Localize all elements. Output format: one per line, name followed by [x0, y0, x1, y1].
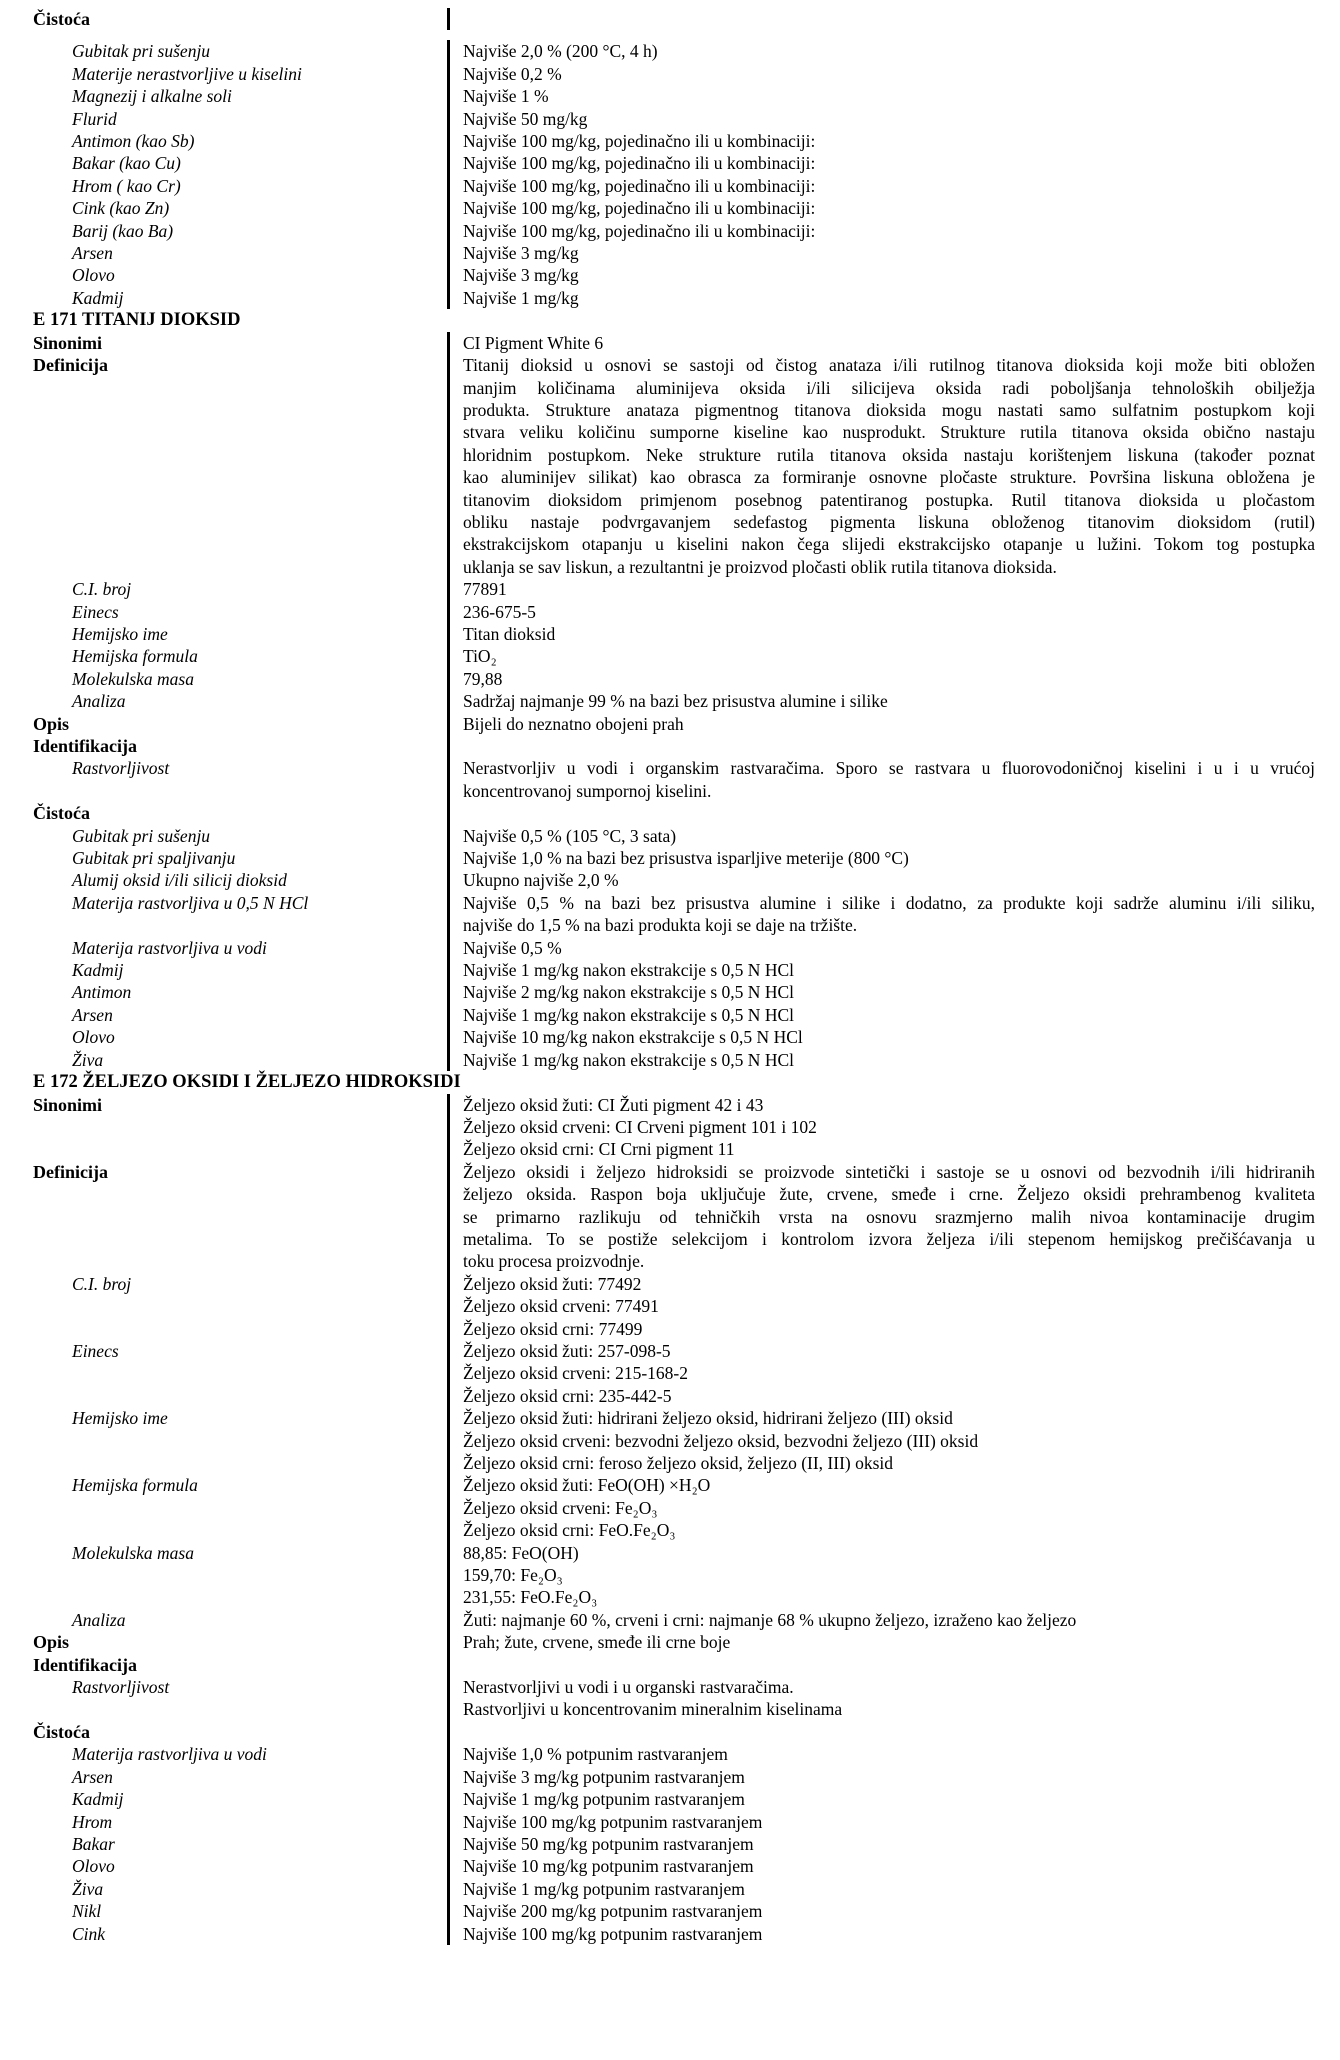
row-value: [447, 668, 1340, 690]
value-line: 159,70: Fe₂O₃: [463, 1565, 563, 1586]
row-label: Olovo: [72, 1027, 115, 1048]
row-label: Definicija: [33, 1161, 108, 1182]
value-line: Nerastvorljiv u vodi i organskim rastvaračima. Sporo se rastvara u fluorovodoničnoj kiselini i u i u vrućoj: [463, 758, 1315, 779]
value-line: TiO₂: [463, 646, 497, 667]
spec-row: [0, 937, 1340, 959]
row-value: [447, 645, 1340, 667]
spec-row: [0, 623, 1340, 645]
value-line: manjim količinama aluminijeva oksida i/ili silicijeva oksida radi poboljšanja tehnoloških obilježja: [463, 377, 1315, 398]
value-line: Najviše 1 mg/kg nakon ekstrakcije s 0,5 N HCl: [463, 1049, 794, 1070]
row-label: Kadmij: [72, 1789, 124, 1810]
row-value: [447, 1721, 1340, 1743]
value-line: Najviše 100 mg/kg potpunim rastvaranjem: [463, 1923, 763, 1944]
row-value: [447, 1900, 1340, 1922]
spec-row: [0, 1923, 1340, 1945]
value-line: Najviše 50 mg/kg potpunim rastvaranjem: [463, 1833, 754, 1854]
value-line: Najviše 3 mg/kg potpunim rastvaranjem: [463, 1766, 745, 1787]
spec-row: [0, 1026, 1340, 1048]
spec-row: [0, 1788, 1340, 1810]
spec-row: [0, 1631, 1340, 1653]
row-label: Opis: [33, 713, 70, 734]
row-label: Sinonimi: [33, 1094, 103, 1115]
row-label: Hrom ( kao Cr): [72, 175, 181, 196]
row-label: Živa: [72, 1049, 104, 1070]
row-label: Gubitak pri sušenju: [72, 41, 211, 62]
spec-row: [0, 578, 1340, 600]
value-line: Žuti: najmanje 60 %, crveni i crni: najmanje 68 % ukupno željezo, izraženo kao željezo: [463, 1609, 1077, 1630]
value-line: Najviše 2,0 % (200 °C, 4 h): [463, 41, 658, 62]
row-label: Antimon (kao Sb): [72, 131, 195, 152]
spec-block: [0, 8, 1340, 309]
value-line: ekstrakcijskom otapanju u kiselini nakon čega slijedi ekstrakcijsko otapanje u lužini. Tokom tog postupka: [463, 534, 1315, 555]
value-line: Najviše 1 mg/kg potpunim rastvaranjem: [463, 1878, 745, 1899]
value-line: Najviše 3 mg/kg: [463, 265, 579, 286]
row-value: [447, 108, 1340, 130]
row-label: Materija rastvorljiva u vodi: [72, 1744, 267, 1765]
row-label: Hemijska formula: [72, 1475, 198, 1496]
value-line: Titan dioksid: [463, 623, 556, 644]
value-line: Najviše 100 mg/kg, pojedinačno ili u kombinaciji:: [463, 131, 816, 152]
row-label: Živa: [72, 1878, 104, 1899]
value-line: Najviše 10 mg/kg nakon ekstrakcije s 0,5 N HCl: [463, 1027, 803, 1048]
spec-row: [0, 287, 1340, 309]
value-line: Najviše 1 mg/kg nakon ekstrakcije s 0,5 N HCl: [463, 1004, 794, 1025]
row-label: Kadmij: [72, 287, 124, 308]
row-value: [447, 1676, 1340, 1721]
value-line: najviše do 1,5 % na bazi produkta koji se daje na tržište.: [463, 915, 858, 936]
row-value: [447, 601, 1340, 623]
row-label: Hemijsko ime: [72, 623, 168, 644]
value-line: koncentrovanoj sumpornoj kiselini.: [463, 780, 712, 801]
row-value: [447, 1407, 1340, 1474]
row-label: Barij (kao Ba): [72, 220, 174, 241]
value-line: Najviše 1 mg/kg: [463, 287, 579, 308]
spec-row: [0, 354, 1340, 578]
row-label: Materija rastvorljiva u vodi: [72, 937, 267, 958]
value-line: 231,55: FeO.Fe₂O₃: [463, 1587, 598, 1608]
row-value: [447, 1654, 1340, 1676]
value-line: Najviše 100 mg/kg, pojedinačno ili u kombinaciji:: [463, 175, 816, 196]
value-line: Željezo oksid crveni: Fe₂O₃: [463, 1497, 658, 1518]
spec-block: [0, 332, 1340, 1071]
value-line: Željezo oksid crveni: bezvodni željezo oksid, bezvodni željezo (III) oksid: [463, 1430, 979, 1451]
spec-block: [0, 1094, 1340, 1945]
row-value: [447, 197, 1340, 219]
spec-row: [0, 959, 1340, 981]
row-value: [447, 578, 1340, 600]
value-line: Najviše 1,0 % potpunim rastvaranjem: [463, 1744, 728, 1765]
row-value: [447, 85, 1340, 107]
row-label: Identifikacija: [33, 1654, 138, 1675]
value-line: Željezo oksid crni: feroso željezo oksid, željezo (II, III) oksid: [463, 1453, 894, 1473]
value-line: 79,88: [463, 668, 503, 689]
row-value: [447, 959, 1340, 981]
value-line: Najviše 1 mg/kg nakon ekstrakcije s 0,5 N HCl: [463, 960, 794, 981]
row-label: Molekulska masa: [72, 668, 194, 689]
spec-row: [0, 1900, 1340, 1922]
spec-row: [0, 85, 1340, 107]
value-line: Najviše 100 mg/kg, pojedinačno ili u kombinaciji:: [463, 153, 816, 174]
row-label: Gubitak pri sušenju: [72, 825, 211, 846]
row-value: [447, 175, 1340, 197]
row-label: C.I. broj: [72, 1273, 132, 1294]
row-value: [447, 1026, 1340, 1048]
row-label: Magnezij i alkalne soli: [72, 86, 232, 107]
row-value: [447, 1855, 1340, 1877]
spec-row: [0, 1721, 1340, 1743]
row-value: [447, 1631, 1340, 1653]
value-line: Prah; žute, crvene, smeđe ili crne boje: [463, 1632, 731, 1653]
row-value: [447, 220, 1340, 242]
value-line: Najviše 3 mg/kg: [463, 243, 579, 264]
spec-row: [0, 690, 1340, 712]
row-value: [447, 1878, 1340, 1900]
value-line: Najviše 50 mg/kg: [463, 108, 588, 129]
value-line: Željezo oksid crni: FeO.Fe₂O₃: [463, 1520, 676, 1541]
row-value: [447, 735, 1340, 757]
row-label: Hemijsko ime: [72, 1408, 168, 1429]
row-label: Analiza: [72, 1609, 126, 1630]
value-line: stvara veliku količinu sumporne kiseline kao nusprodukt. Strukture rutila titanova oksida obično nastaju: [463, 422, 1315, 443]
row-value: [447, 1161, 1340, 1273]
row-label: Materije nerastvorljive u kiselini: [72, 63, 302, 84]
value-line: metalima. To se postiže selekcijom i kontrolom izvora željeza i/ili stepenom hemijskog prečišćavanja u: [463, 1228, 1315, 1249]
row-value: [447, 287, 1340, 309]
row-label: Gubitak pri spaljivanju: [72, 848, 236, 869]
row-label: Cink (kao Zn): [72, 198, 170, 219]
value-line: 236-675-5: [463, 601, 536, 622]
value-line: Ukupno najviše 2,0 %: [463, 870, 619, 891]
row-label: Olovo: [72, 265, 115, 286]
row-label: Čistoća: [33, 1721, 90, 1742]
row-value: [447, 1094, 1340, 1161]
row-value: [447, 713, 1340, 735]
spec-row: [0, 601, 1340, 623]
spec-row: [0, 757, 1340, 802]
row-value: [447, 264, 1340, 286]
spec-row: [0, 1542, 1340, 1609]
spec-row: [0, 1161, 1340, 1273]
value-line: Najviše 1 %: [463, 86, 549, 107]
row-value: [447, 690, 1340, 712]
spec-row: [0, 802, 1340, 824]
row-value: [447, 825, 1340, 847]
value-line: 77891: [463, 579, 507, 600]
value-line: Bijeli do neznatno obojeni prah: [463, 713, 684, 734]
value-line: kao aluminijev silikat) kao obrasca za formiranje osnovne pločaste strukture. Površina liskuna obložena je: [463, 467, 1315, 488]
value-line: hloridnim postupkom. Neke strukture rutila titanova oksida nastaju korištenjem liskuna (također poznat: [463, 444, 1315, 465]
spec-row: [0, 981, 1340, 1003]
value-line: Željezo oksid crni: CI Crni pigment 11: [463, 1139, 735, 1160]
row-value: [447, 63, 1340, 85]
value-line: Najviše 1 mg/kg potpunim rastvaranjem: [463, 1789, 745, 1810]
row-label: Materija rastvorljiva u 0,5 N HCl: [72, 892, 309, 913]
spec-row: [0, 735, 1340, 757]
row-value: [447, 40, 1340, 62]
spec-row: [0, 264, 1340, 286]
value-line: Željezo oksid žuti: 257-098-5: [463, 1340, 671, 1361]
value-line: Željezo oksid crveni: CI Crveni pigment 101 i 102: [463, 1116, 817, 1137]
row-value: [447, 8, 1340, 30]
value-line: Najviše 0,5 %: [463, 937, 562, 958]
row-label: Antimon: [72, 982, 132, 1003]
row-label: Bakar: [72, 1833, 115, 1854]
row-label: Čistoća: [33, 803, 90, 824]
row-value: [447, 1542, 1340, 1609]
value-line: Najviše 100 mg/kg, pojedinačno ili u kombinaciji:: [463, 198, 816, 219]
value-line: uklanja se sav liskun, a rezultantni je proizvod pločasti oblik rutila titanova dioksida.: [463, 556, 1057, 577]
spec-row: [0, 668, 1340, 690]
row-value: [447, 892, 1340, 937]
row-value: [447, 1004, 1340, 1026]
value-line: Željezo oksid crni: 235-442-5: [463, 1385, 672, 1406]
value-line: Najviše 2 mg/kg nakon ekstrakcije s 0,5 N HCl: [463, 982, 794, 1003]
spec-row: [0, 220, 1340, 242]
spec-row: [0, 1654, 1340, 1676]
row-label: Čistoća: [33, 9, 90, 29]
row-label: Hrom: [72, 1811, 113, 1832]
row-label: Alumij oksid i/ili silicij dioksid: [72, 870, 287, 891]
row-label: Bakar (kao Cu): [72, 153, 181, 174]
row-label: Hemijska formula: [72, 646, 198, 667]
value-line: Željezo oksid crveni: 215-168-2: [463, 1363, 689, 1384]
value-line: Željezo oksidi i željezo hidroksidi se proizvode sintetički i sastoje se u osnovi od bezvodnih i/ili hidriranih: [463, 1161, 1315, 1182]
spec-row: [0, 197, 1340, 219]
spec-row: [0, 1743, 1340, 1765]
value-line: Najviše 0,5 % (105 °C, 3 sata): [463, 825, 677, 846]
value-line: Željezo oksid žuti: FeO(OH) ×H₂O: [463, 1475, 711, 1496]
spec-row: [0, 645, 1340, 667]
section-heading: E 172 ŽELJEZO OKSIDI I ŽELJEZO HIDROKSIDI: [33, 1072, 461, 1093]
spec-row: [0, 869, 1340, 891]
value-line: Rastvorljivi u koncentrovanim mineralnim kiselinama: [463, 1699, 843, 1720]
value-line: titanovim dioksidom primjenom posebnog patentiranog postupka. Rutil titanova dioksida u pločastom: [463, 489, 1315, 510]
spec-row: [0, 1094, 1340, 1161]
spec-row: [0, 1474, 1340, 1541]
value-line: Željezo oksid crveni: 77491: [463, 1296, 659, 1317]
value-line: Najviše 100 mg/kg, pojedinačno ili u kombinaciji:: [463, 220, 816, 241]
row-label: Rastvorljivost: [72, 758, 170, 779]
row-label: Cink: [72, 1923, 106, 1944]
spec-row: [0, 8, 1340, 30]
row-value: [447, 1340, 1340, 1407]
spec-row: [0, 1766, 1340, 1788]
row-value: [447, 1474, 1340, 1541]
row-value: [447, 1788, 1340, 1810]
row-value: [447, 1273, 1340, 1340]
spec-row: [0, 1811, 1340, 1833]
value-line: Željezo oksid žuti: 77492: [463, 1273, 642, 1294]
row-label: Identifikacija: [33, 736, 138, 756]
row-label: Einecs: [72, 601, 119, 622]
spec-row: [0, 1273, 1340, 1340]
spec-row: [0, 152, 1340, 174]
row-value: [447, 869, 1340, 891]
row-label: Nikl: [72, 1901, 102, 1922]
value-line: željezo oksida. Raspon boja uključuje žute, crvene, smeđe i crne. Željezo oksidi prehrambenog kvaliteta: [463, 1184, 1315, 1205]
row-label: Einecs: [72, 1340, 119, 1361]
row-label: Flurid: [72, 108, 117, 129]
spec-row: [0, 825, 1340, 847]
row-label: Analiza: [72, 691, 126, 712]
spec-row: [0, 242, 1340, 264]
row-value: [447, 354, 1340, 578]
row-value: [447, 332, 1340, 354]
value-line: Najviše 0,5 % na bazi bez prisustva alumine i silike i dodatno, za produkte koji sadrže aluminu i/ili siliku,: [463, 892, 1315, 913]
value-line: 88,85: FeO(OH): [463, 1542, 579, 1563]
row-value: [447, 757, 1340, 802]
row-value: [447, 623, 1340, 645]
value-line: produkta. Strukture anataza pigmentnog titanova dioksida mogu nastati samo sulfatnim postupkom koji: [463, 399, 1315, 420]
spec-row: [0, 130, 1340, 152]
spec-row: [0, 1609, 1340, 1631]
row-label: Opis: [33, 1632, 70, 1653]
row-value: [447, 1766, 1340, 1788]
row-label: Olovo: [72, 1856, 115, 1877]
value-line: Nerastvorljivi u vodi i u organski rastvaračima.: [463, 1677, 794, 1698]
row-label: Sinonimi: [33, 332, 103, 353]
row-label: Arsen: [72, 243, 113, 264]
row-value: [447, 1049, 1340, 1071]
spec-row: [0, 1340, 1340, 1407]
row-value: [447, 1743, 1340, 1765]
spec-row: [0, 1049, 1340, 1071]
value-line: Najviše 0,2 %: [463, 63, 562, 84]
spec-row: [0, 1833, 1340, 1855]
row-value: [447, 1833, 1340, 1855]
row-value: [447, 802, 1340, 824]
spec-row: [0, 1676, 1340, 1721]
row-value: [447, 1811, 1340, 1833]
value-line: Titanij dioksid u osnovi se sastoji od čistog anataza i/ili rutilnog titanova dioksida koji može biti obložen: [463, 355, 1315, 376]
value-line: Najviše 1,0 % na bazi bez prisustva isparljive meterije (800 °C): [463, 848, 909, 869]
row-value: [447, 847, 1340, 869]
spec-row: [0, 892, 1340, 937]
spec-row: [0, 40, 1340, 62]
spec-row: [0, 108, 1340, 130]
value-line: obliku nastaje podvrgavanjem sedefastog pigmenta liskuna obloženog titanovim dioksidom (rutil): [463, 511, 1315, 532]
row-label: Rastvorljivost: [72, 1677, 170, 1698]
spec-row: [0, 1407, 1340, 1474]
spec-row: [0, 175, 1340, 197]
row-value: [447, 1609, 1340, 1631]
spec-row: [0, 1855, 1340, 1877]
value-line: Željezo oksid crni: 77499: [463, 1318, 643, 1339]
spec-row: [0, 847, 1340, 869]
spec-row: [0, 1878, 1340, 1900]
value-line: CI Pigment White 6: [463, 332, 604, 353]
row-label: Arsen: [72, 1766, 113, 1787]
spec-row: [0, 1004, 1340, 1026]
value-line: Željezo oksid žuti: hidrirani željezo oksid, hidrirani željezo (III) oksid: [463, 1408, 953, 1429]
row-value: [447, 152, 1340, 174]
value-line: Najviše 200 mg/kg potpunim rastvaranjem: [463, 1901, 763, 1922]
row-label: C.I. broj: [72, 579, 132, 600]
row-label: Molekulska masa: [72, 1542, 194, 1563]
spec-row: [0, 713, 1340, 735]
row-label: Definicija: [33, 355, 108, 376]
value-line: Najviše 100 mg/kg potpunim rastvaranjem: [463, 1811, 763, 1832]
row-value: [447, 981, 1340, 1003]
row-value: [447, 1923, 1340, 1945]
row-label: Kadmij: [72, 960, 124, 981]
value-line: Najviše 10 mg/kg potpunim rastvaranjem: [463, 1856, 754, 1877]
value-line: Sadržaj najmanje 99 % na bazi bez prisustva alumine i silike: [463, 691, 888, 712]
spec-row: [0, 332, 1340, 354]
value-line: se primarno razlikuju od tehničkih vrsta na osnovu srazmjerno malih nivoa kontaminacije drugim: [463, 1206, 1315, 1227]
row-label: Arsen: [72, 1004, 113, 1025]
row-value: [447, 937, 1340, 959]
spec-row: [0, 63, 1340, 85]
value-line: Željezo oksid žuti: CI Žuti pigment 42 i 43: [463, 1094, 764, 1115]
value-line: toku procesa proizvodnje.: [463, 1251, 645, 1272]
row-value: [447, 242, 1340, 264]
row-value: [447, 130, 1340, 152]
section-heading: E 171 TITANIJ DIOKSID: [33, 310, 241, 331]
